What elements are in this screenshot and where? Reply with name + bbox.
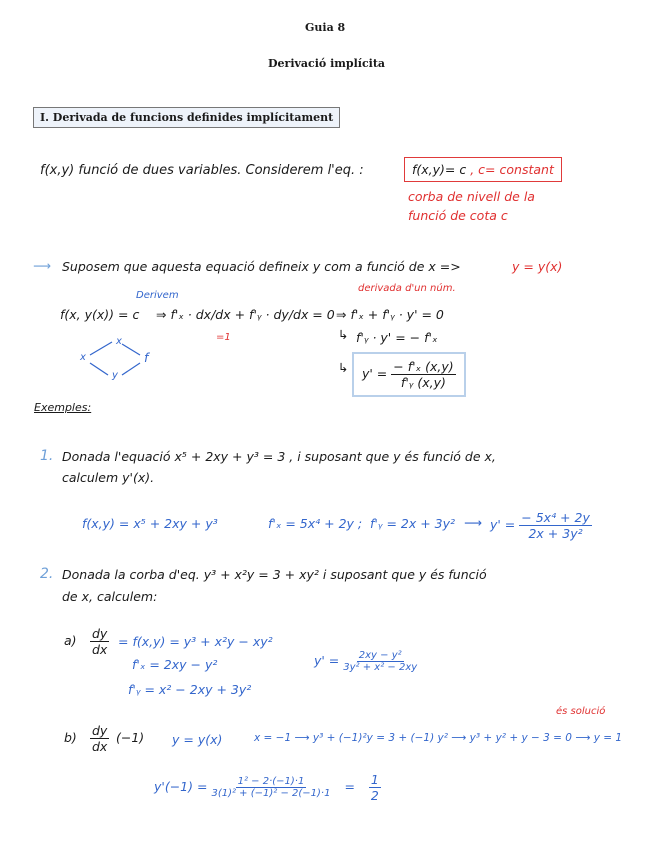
example-1-number: 1. bbox=[40, 448, 54, 464]
part-a-result bbox=[314, 650, 417, 673]
derivation-lhs: f(x, y(x)) = c bbox=[60, 307, 140, 322]
example-1-denominator: 2x + 3y² bbox=[528, 526, 583, 541]
example-1-yprime: y' = bbox=[490, 517, 516, 532]
step3-arrow-icon: ↳ bbox=[338, 360, 349, 375]
equals-one-note: =1 bbox=[216, 332, 231, 343]
part-b-evaluation bbox=[154, 772, 381, 803]
part-a-label: a) bbox=[64, 633, 77, 648]
formula-denominator: f'ᵧ (x,y) bbox=[400, 375, 446, 390]
example-2-text2: de x, calculem: bbox=[62, 589, 158, 604]
derivation-step1: ⇒ f'ₓ + f'ᵧ · y' = 0 bbox=[336, 307, 444, 322]
example-1-f: f(x,y) = x⁵ + 2xy + y³ bbox=[82, 516, 218, 531]
section-title: I. Derivada de funcions definides implícitament bbox=[33, 107, 340, 128]
part-a-dydx bbox=[90, 626, 109, 657]
example-1-fx: f'ₓ = 5x⁴ + 2y ; bbox=[268, 516, 363, 531]
part-b-dy: dy bbox=[92, 723, 108, 738]
part-b-result-fraction bbox=[369, 772, 381, 803]
implicit-derivative-formula-box bbox=[352, 352, 466, 397]
tree-x-top: x bbox=[116, 336, 122, 347]
part-a-yprime: y' = bbox=[314, 653, 340, 668]
suposem-arrow-icon: ⟶ bbox=[33, 258, 51, 273]
tree-y: y bbox=[112, 370, 118, 381]
derivation-rhs: ⇒ f'ₓ · dx/dx + f'ᵧ · dy/dx = 0 bbox=[156, 307, 335, 322]
part-a-dy: dy bbox=[92, 626, 108, 641]
part-a-f: = f(x,y) = y³ + x²y − xy² bbox=[118, 634, 273, 649]
part-a-dx: dx bbox=[92, 642, 108, 657]
formula-lhs: y' = bbox=[362, 366, 388, 381]
intro-text: f(x,y) funció de dues variables. Considerem l'eq. : bbox=[40, 163, 364, 178]
constant-note: , c= constant bbox=[470, 162, 554, 177]
curve-note-line2: funció de cota c bbox=[408, 208, 508, 223]
exemples-label: Exemples: bbox=[34, 401, 92, 414]
part-b-arg: (−1) bbox=[116, 730, 145, 745]
level-curve-equation-box bbox=[404, 157, 562, 182]
part-b-y: y = y(x) bbox=[172, 732, 223, 747]
example-1-result bbox=[490, 510, 592, 541]
part-b-result-numerator: 1 bbox=[370, 772, 379, 787]
example-1-text2: calculem y'(x). bbox=[62, 470, 155, 485]
part-b-solution-note: és solució bbox=[556, 706, 606, 717]
level-curve-equation: f(x,y)= c bbox=[412, 162, 467, 177]
part-a-derivative bbox=[90, 626, 109, 657]
part-b-result-denominator: 2 bbox=[370, 788, 379, 803]
part-a-denominator: 3y² + x² − 2xy bbox=[343, 662, 418, 673]
part-a-fraction bbox=[343, 650, 417, 673]
part-b-label: b) bbox=[64, 730, 77, 745]
example-1-arrow-icon: ⟶ bbox=[464, 515, 482, 530]
part-b-eval-lhs: y'(−1) = bbox=[154, 779, 208, 794]
page-title: Guia 8 bbox=[305, 21, 346, 34]
part-b-dydx bbox=[90, 723, 109, 754]
part-b-derivative bbox=[90, 723, 109, 754]
part-b-eval-denominator: 3(1)² + (−1)² − 2(−1)·1 bbox=[211, 788, 331, 799]
part-b-eval-numerator: 1² − 2·(−1)·1 bbox=[237, 776, 305, 787]
derivada-num-note: derivada d'un núm. bbox=[358, 283, 456, 294]
example-1-numerator: − 5x⁴ + 2y bbox=[521, 510, 590, 525]
part-a-fy: f'ᵧ = x² − 2xy + 3y² bbox=[128, 682, 252, 697]
curve-note-line1: corba de nivell de la bbox=[408, 189, 535, 204]
suposem-text: Suposem que aquesta equació defineix y com a funció de x => bbox=[62, 259, 461, 274]
derivation-step2: f'ᵧ · y' = − f'ₓ bbox=[356, 330, 438, 345]
suposem-result: y = y(x) bbox=[512, 259, 563, 274]
part-a-numerator: 2xy − y² bbox=[358, 650, 402, 661]
part-b-chain: x = −1 ⟶ y³ + (−1)²y = 3 + (−1) y² ⟶ y³ + y² + y − 3 = 0 ⟶ y = 1 bbox=[254, 732, 623, 744]
page-subtitle: Derivació implícita bbox=[268, 57, 386, 70]
example-2-text1: Donada la corba d'eq. y³ + x²y = 3 + xy² i suposant que y és funció bbox=[62, 567, 487, 582]
derivem-label: Derivem bbox=[136, 290, 179, 301]
part-b-dx: dx bbox=[92, 739, 108, 754]
tree-x-left: x bbox=[80, 352, 86, 363]
example-2-number: 2. bbox=[40, 566, 54, 582]
example-1-text1: Donada l'equació x⁵ + 2xy + y³ = 3 , i suposant que y és funció de x, bbox=[62, 449, 496, 464]
part-b-eval-fraction bbox=[211, 776, 330, 799]
step2-arrow-icon: ↳ bbox=[338, 327, 349, 342]
example-1-fy: f'ᵧ = 2x + 3y² bbox=[370, 516, 456, 531]
part-a-fx: f'ₓ = 2xy − y² bbox=[132, 657, 218, 672]
formula-numerator: − f'ₓ (x,y) bbox=[393, 359, 454, 374]
tree-f: f bbox=[144, 350, 149, 365]
formula-fraction bbox=[391, 359, 455, 390]
example-1-fraction bbox=[519, 510, 592, 541]
part-b-eq: = bbox=[344, 779, 355, 794]
